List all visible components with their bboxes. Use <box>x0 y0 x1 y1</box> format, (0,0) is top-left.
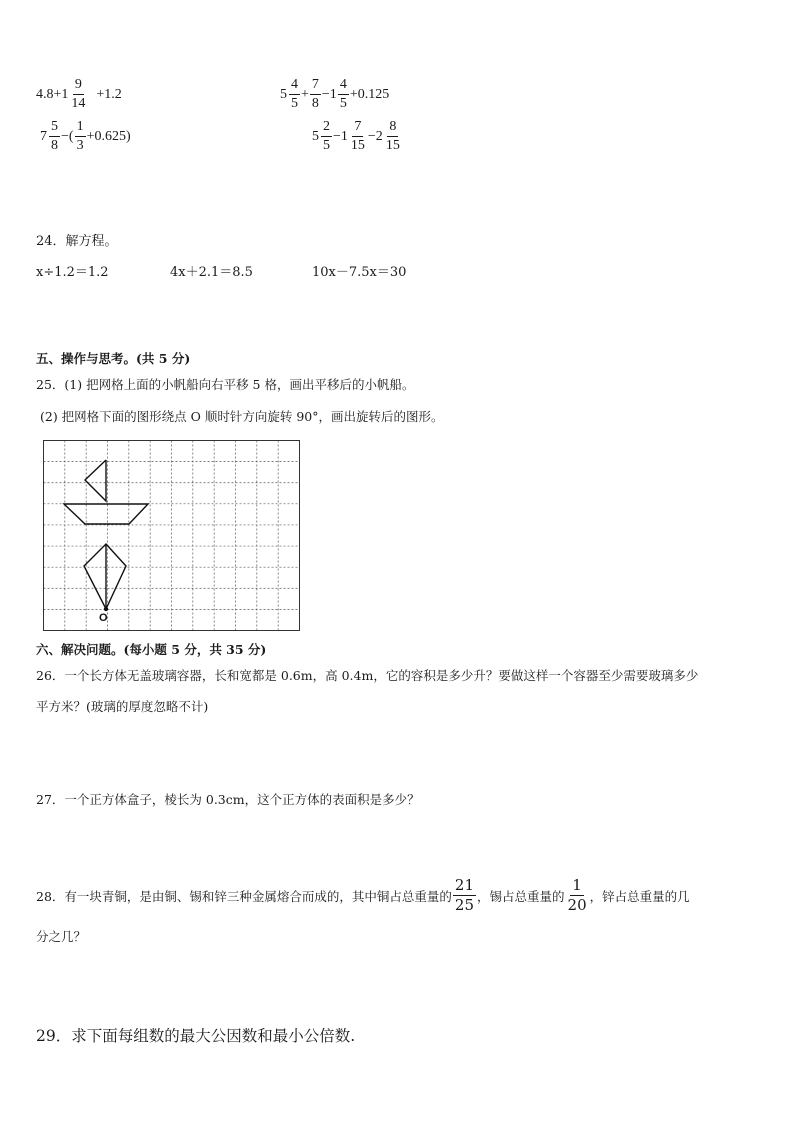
question-25-part-1: 25．(1) 把网格上面的小帆船向右平移 5 格，画出平移后的小帆船。 <box>36 377 415 392</box>
expr4-op-2: −2 <box>367 128 383 144</box>
calc-expression-3 <box>40 120 131 153</box>
expr3-mid: −( <box>61 128 74 144</box>
grid-lines <box>44 441 300 631</box>
expr2-fraction-3 <box>338 78 349 111</box>
expr3-fraction-1 <box>49 120 60 153</box>
calc-expression-4 <box>312 120 403 153</box>
expr4-den-3: 15 <box>385 138 400 153</box>
expr3-den-1: 8 <box>51 138 58 153</box>
section-5-title: 五、操作与思考。(共 5 分) <box>36 351 191 366</box>
equation-2: 4x＋2.1＝8.5 <box>170 265 253 280</box>
expr2-fraction-1 <box>289 78 300 111</box>
expr4-den-2: 15 <box>350 138 365 153</box>
expr2-op-1: + <box>301 86 309 102</box>
point-o-marker <box>104 607 108 611</box>
expr2-den-3: 5 <box>339 96 347 111</box>
expr2-num-1: 4 <box>289 78 300 95</box>
expr4-fraction-1 <box>321 120 332 153</box>
question-25-part-2: (2) 把网格下面的图形绕点 O 顺时针方向旋转 90°，画出旋转后的图形。 <box>40 409 444 424</box>
expr1-denominator: 14 <box>71 96 86 111</box>
sailboat-sail <box>85 460 106 501</box>
expr1-fraction <box>69 78 87 111</box>
q28-fraction-tin <box>566 878 589 913</box>
expr2-den-2: 8 <box>311 96 319 111</box>
expr1-part-a: 4.8+1 <box>36 86 69 102</box>
question-28-text-a: 28．有一块青铜，是由铜、锡和锌三种金属熔合而成的，其中铜占总重量的 <box>36 888 452 904</box>
q28-fraction-copper-num: 21 <box>454 876 475 894</box>
question-26-line-1: 26．一个长方体无盖玻璃容器，长和宽都是 0.6m，高 0.4m，它的容积是多少升？要做这样一个容器至少需要玻璃多少 <box>36 668 699 683</box>
q28-fraction-copper-den: 25 <box>454 896 475 914</box>
expr4-den-1: 5 <box>323 138 330 153</box>
question-29: 29．求下面每组数的最大公因数和最小公倍数. <box>36 1027 356 1045</box>
question-26-line-2: 平方米？(玻璃的厚度忽略不计) <box>36 699 209 714</box>
equation-3: 10x－7.5x＝30 <box>312 265 407 280</box>
expr4-num-2: 7 <box>352 120 363 137</box>
question-28-text-c: ，锌占总重量的几 <box>589 888 690 904</box>
question-28-line-1 <box>36 878 690 913</box>
expr2-tail: +0.125 <box>349 86 390 102</box>
expr3-den-2: 3 <box>76 138 84 153</box>
expr4-num-1: 2 <box>321 120 332 137</box>
kite-figure <box>84 544 126 609</box>
expr3-fraction-2 <box>75 120 86 153</box>
question-28-line-2: 分之几？ <box>36 929 87 944</box>
expr3-num-1: 5 <box>49 120 60 137</box>
expr3-num-2: 1 <box>75 120 86 137</box>
expr4-fraction-2 <box>349 120 367 153</box>
q28-fraction-copper <box>453 878 476 913</box>
expr2-whole-1: 5 <box>280 86 287 102</box>
expr2-op-2: −1 <box>321 86 337 102</box>
point-o-label: O <box>99 612 108 624</box>
q28-fraction-tin-num: 1 <box>572 876 582 894</box>
calc-expression-2 <box>280 78 389 111</box>
grid-figure <box>40 437 304 633</box>
section-6-title: 六、解决问题。(每小题 5 分，共 35 分) <box>36 642 267 657</box>
expr4-fraction-3 <box>384 120 402 153</box>
expr2-num-3: 4 <box>338 78 349 95</box>
expr1-part-b: +1.2 <box>96 86 122 102</box>
expr4-op-1: −1 <box>333 128 348 144</box>
calc-expression-1 <box>36 78 122 111</box>
question-27: 27．一个正方体盒子，棱长为 0.3cm，这个正方体的表面积是多少？ <box>36 792 420 807</box>
q28-fraction-tin-den: 20 <box>567 896 587 914</box>
expr2-den-1: 5 <box>291 96 298 111</box>
expr3-whole: 7 <box>40 128 47 144</box>
expr4-whole-1: 5 <box>312 128 319 144</box>
question-28-text-b: ，锡占总重量的 <box>477 888 565 904</box>
question-24-title: 24．解方程。 <box>36 234 118 249</box>
expr3-tail: +0.625) <box>86 128 131 144</box>
expr2-fraction-2 <box>310 78 321 111</box>
expr2-num-2: 7 <box>310 78 321 95</box>
expr4-num-3: 8 <box>387 120 398 137</box>
expr1-numerator: 9 <box>73 78 84 95</box>
sailboat-hull <box>64 504 148 524</box>
equation-1: x÷1.2＝1.2 <box>36 265 109 280</box>
